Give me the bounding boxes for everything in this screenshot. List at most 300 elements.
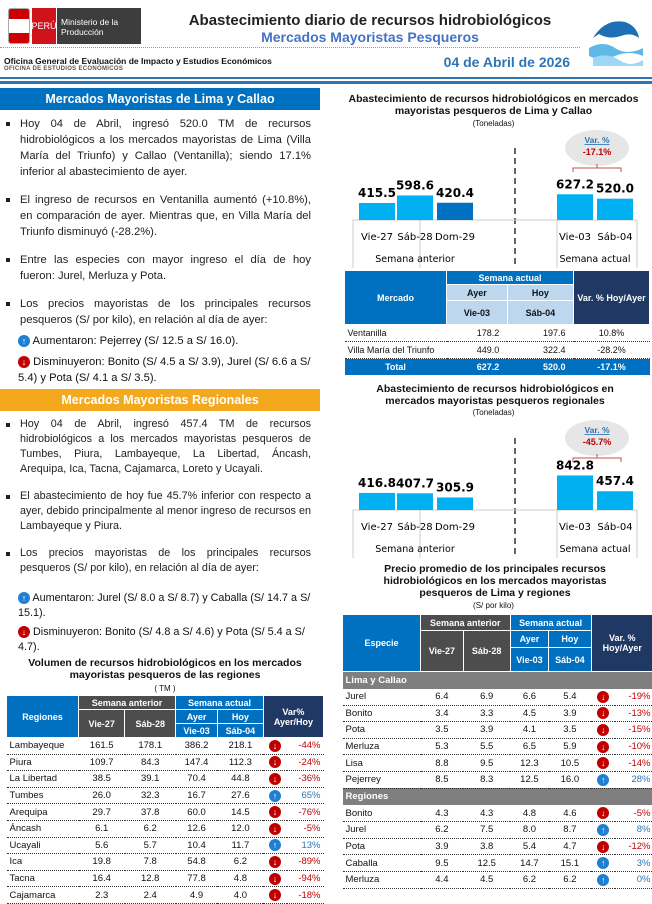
table-row (343, 805, 652, 822)
divider (0, 47, 580, 48)
arrow-down-icon: ↓ (597, 691, 609, 703)
cell-icon (263, 787, 286, 804)
cell-var: 8% (615, 822, 652, 839)
cell-value: 4.8 (510, 805, 549, 822)
data-label: 520.0 (596, 182, 634, 196)
table-row (343, 838, 652, 855)
cell-species: Pota (343, 722, 421, 739)
cell-species: Jurel (343, 689, 421, 706)
col-date: Vie-27 (421, 631, 464, 672)
table-row (345, 325, 650, 342)
cell-value: 44.8 (217, 771, 263, 788)
cell-value: 218.1 (217, 738, 263, 755)
cell-value: 8.3 (463, 771, 510, 788)
arrow-down-icon: ↓ (269, 806, 281, 818)
cell-var: -13% (615, 705, 652, 722)
cell-var: -36% (287, 771, 324, 788)
page-subtitle: Mercados Mayoristas Pesqueros (150, 29, 590, 45)
col-ayer: Ayer (510, 631, 549, 648)
total-row (345, 359, 650, 375)
bar (597, 491, 633, 510)
col-var: Var% Ayer/Hoy (263, 696, 323, 738)
cell-value: 4.3 (463, 805, 510, 822)
office-subname: OFICINA DE ESTUDIOS ECONÓMICOS (4, 66, 123, 72)
cell-var: -94% (287, 870, 324, 887)
bar (437, 203, 473, 220)
cell-value: 5.7 (125, 837, 176, 854)
cell-species: Merluza (343, 871, 421, 888)
table-row (345, 342, 650, 359)
divider (0, 81, 652, 84)
table-row (7, 820, 324, 837)
cell-value: 11.7 (217, 837, 263, 854)
data-label: 416.8 (358, 476, 396, 490)
col-date: Sáb-04 (549, 648, 591, 672)
var-value: -17.1% (583, 147, 612, 157)
cell-value: 386.2 (176, 738, 218, 755)
chart2-unit: (Toneladas) (335, 408, 652, 417)
lima-supply-chart (335, 128, 652, 268)
bullet: Los precios mayoristas de los principales recursos pesqueros (S/ por kilo), en relación al día de ayer: (6, 296, 311, 328)
cell-value: 3.5 (549, 722, 591, 739)
cell-value: 54.8 (176, 854, 218, 871)
col-cur-week: Semana actual (176, 696, 264, 710)
cell-var: -24% (287, 754, 324, 771)
cell-value: 3.8 (463, 838, 510, 855)
cell-value: 26.0 (79, 787, 125, 804)
arrow-down-icon: ↓ (269, 889, 281, 901)
cell-value: 449.0 (447, 342, 508, 359)
arrow-up-icon: ↑ (18, 335, 30, 347)
peru-coat-of-arms-logo (8, 8, 30, 44)
cell-value: 4.7 (549, 838, 591, 855)
bullet: Hoy 04 de Abril, ingresó 520.0 TM de recursos hidrobiológicos a los mercados mayoristas de Lima (Villa María del Triunfo) y Callao (Ventanilla); siendo 17.1% inferior al abastecimiento de ayer. (6, 116, 311, 180)
table-row (7, 804, 324, 821)
cell-value: 3.4 (421, 705, 464, 722)
cell-value: 8.0 (510, 822, 549, 839)
cell-var: 13% (287, 837, 324, 854)
cell-value: 4.8 (217, 870, 263, 887)
cell-value: 60.0 (176, 804, 218, 821)
col-cur-week: Semana actual (447, 271, 574, 285)
cell-value: 3.5 (421, 722, 464, 739)
var-value: -45.7% (583, 437, 612, 447)
var-label: Var. % (584, 135, 609, 145)
cell-icon (591, 805, 615, 822)
cell-var: -44% (287, 738, 324, 755)
cell-value: 112.3 (217, 754, 263, 771)
lima-price-up (18, 333, 318, 349)
cell-species: Merluza (343, 738, 421, 755)
cell-value: 6.2 (125, 820, 176, 837)
col-ayer: Ayer (447, 285, 508, 301)
cell-value: 6.1 (79, 820, 125, 837)
cell-value: 3.9 (421, 838, 464, 855)
group-row (343, 672, 652, 689)
arrow-down-icon: ↓ (269, 773, 281, 785)
peru-logo: PERÚ (32, 8, 56, 44)
bar (437, 497, 473, 510)
cell-value: 8.8 (421, 755, 464, 772)
cell-var: 28% (615, 771, 652, 788)
cell-value: 29.7 (79, 804, 125, 821)
arrow-down-icon: ↓ (18, 626, 30, 638)
col-prev-week: Semana anterior (79, 696, 176, 710)
cell-var: -18% (287, 887, 324, 904)
cell-value: 5.6 (79, 837, 125, 854)
cell-value: 4.1 (510, 722, 549, 739)
bullet: El ingreso de recursos en Ventanilla aumentó (+10.8%), en comparación de ayer. Mientras que, en Villa María del Triunfo disminuyó (-28.2%). (6, 192, 311, 240)
cell-market: Ventanilla (345, 325, 447, 342)
col-date: Sáb-28 (463, 631, 510, 672)
var-label: Var. % (584, 425, 609, 435)
cell-value: 2.3 (79, 887, 125, 904)
arrow-up-icon: ↑ (18, 592, 30, 604)
category-label: Sáb-28 (397, 231, 432, 243)
group-label: Regiones (343, 788, 652, 805)
col-date: Vie-03 (176, 724, 218, 738)
cell-species: Pejerrey (343, 771, 421, 788)
col-prev-week: Semana anterior (421, 615, 511, 631)
cell-var: -89% (287, 854, 324, 871)
group-label: Semana actual (559, 254, 630, 265)
cell-var: 3% (615, 855, 652, 872)
cell-species: Caballa (343, 855, 421, 872)
cell-market: Villa María del Triunfo (345, 342, 447, 359)
cell-value: 8.5 (421, 771, 464, 788)
arrow-down-icon: ↓ (269, 756, 281, 768)
cell-value: 6.5 (510, 738, 549, 755)
data-label: 305.9 (436, 480, 474, 494)
cell-icon (591, 722, 615, 739)
cell-value: 12.0 (217, 820, 263, 837)
price-table (342, 614, 652, 889)
chart1-unit: (Toneladas) (335, 119, 652, 128)
col-hoy: Hoy (549, 631, 591, 648)
col-date: Vie-27 (79, 710, 125, 738)
col-hoy: Hoy (217, 710, 263, 724)
cell-value: 3.9 (463, 722, 510, 739)
cell-value: 38.5 (79, 771, 125, 788)
cell-value: 77.8 (176, 870, 218, 887)
price-down-text: Disminuyeron: Bonito (S/ 4.8 a S/ 4.6) y Pota (S/ 5.4 a S/ 4.7). (18, 626, 305, 653)
col-date: Sáb-04 (507, 301, 573, 325)
table-row (343, 705, 652, 722)
table-row (343, 871, 652, 888)
cell-value: 5.4 (510, 838, 549, 855)
bar (359, 493, 395, 510)
price-table-unit: (S/ por kilo) (335, 601, 652, 610)
bar (397, 493, 433, 510)
cell-region: Áncash (7, 820, 79, 837)
cell-value: 6.2 (421, 822, 464, 839)
cell-value: 16.0 (549, 771, 591, 788)
table-row (343, 822, 652, 839)
cell-value: 4.0 (217, 887, 263, 904)
table-row (7, 738, 324, 755)
cell-region: La Libertad (7, 771, 79, 788)
cell-value: 39.1 (125, 771, 176, 788)
cell-value: 178.2 (447, 325, 508, 342)
col-cur-week: Semana actual (510, 615, 591, 631)
cell-icon (591, 771, 615, 788)
cell-var: -76% (287, 804, 324, 821)
cell-value: 12.3 (510, 755, 549, 772)
regional-section-heading: Mercados Mayoristas Regionales (0, 389, 320, 411)
col-species: Especie (343, 615, 421, 672)
cell-value: 7.5 (463, 822, 510, 839)
cell-region: Piura (7, 754, 79, 771)
arrow-down-icon: ↓ (597, 757, 609, 769)
region-table-title: Volumen de recursos hidrobiológicos en los mercados mayoristas pesqueros de las regiones (20, 657, 310, 681)
cell-region: Ucayali (7, 837, 79, 854)
bullet: Entre las especies con mayor ingreso el día de hoy fueron: Jurel, Merluza y Pota. (6, 252, 311, 284)
cell-region: Ica (7, 854, 79, 871)
arrow-down-icon: ↓ (269, 873, 281, 885)
arrow-down-icon: ↓ (269, 740, 281, 752)
cell-value: 6.9 (463, 689, 510, 706)
cell-species: Pota (343, 838, 421, 855)
col-date: Vie-03 (447, 301, 508, 325)
chart1-title: Abastecimiento de recursos hidrobiológicos en mercados mayoristas pesqueros de Lima y Callao (335, 93, 652, 117)
lima-bullets (6, 116, 311, 340)
cell-value: 322.4 (507, 342, 573, 359)
col-market: Mercado (345, 271, 447, 325)
arrow-up-icon: ↑ (597, 774, 609, 786)
cell-icon (591, 689, 615, 706)
cell-var: -10% (615, 738, 652, 755)
cell-var: 0% (615, 871, 652, 888)
cell-value: 84.3 (125, 754, 176, 771)
bar (557, 475, 593, 510)
cell-region: Tacna (7, 870, 79, 887)
cell-region: Arequipa (7, 804, 79, 821)
data-label: 627.2 (556, 177, 594, 191)
cell-icon (591, 838, 615, 855)
col-date: Sáb-04 (217, 724, 263, 738)
data-label: 420.4 (436, 186, 474, 200)
page-title: Abastecimiento diario de recursos hidrobiológicos (150, 12, 590, 29)
fish-logo-icon (585, 8, 645, 68)
table-row (343, 722, 652, 739)
lima-section-heading: Mercados Mayoristas de Lima y Callao (0, 88, 320, 110)
lima-price-down (18, 354, 318, 386)
cell-region: Cajamarca (7, 887, 79, 904)
cell-value: 70.4 (176, 771, 218, 788)
table-row (343, 771, 652, 788)
cell-icon (591, 871, 615, 888)
table-row (7, 870, 324, 887)
total-cell: 627.2 (447, 359, 508, 375)
cell-value: 12.5 (510, 771, 549, 788)
group-label: Lima y Callao (343, 672, 652, 689)
arrow-down-icon: ↓ (597, 724, 609, 736)
cell-value: 9.5 (421, 855, 464, 872)
cell-value: 12.5 (463, 855, 510, 872)
col-hoy: Hoy (507, 285, 573, 301)
cell-icon (591, 705, 615, 722)
arrow-down-icon: ↓ (18, 356, 30, 368)
bullet: El abastecimiento de hoy fue 45.7% inferior con respecto a ayer, debido principalmente al menor ingreso de recursos en Lambayeque y Piura. (6, 489, 311, 534)
bar (397, 195, 433, 220)
group-label: Semana anterior (375, 544, 455, 555)
data-label: 457.4 (596, 474, 634, 488)
cell-value: 4.6 (549, 805, 591, 822)
cell-value: 19.8 (79, 854, 125, 871)
arrow-up-icon: ↑ (269, 839, 281, 851)
table-row (343, 755, 652, 772)
data-label: 407.7 (396, 476, 434, 490)
category-label: Vie-27 (361, 232, 393, 243)
cell-value: 5.5 (463, 738, 510, 755)
cell-value: 4.4 (421, 871, 464, 888)
category-label: Dom-29 (435, 522, 475, 533)
total-cell: 520.0 (507, 359, 573, 375)
cell-value: 6.6 (510, 689, 549, 706)
cell-value: 10.5 (549, 755, 591, 772)
cell-value: 178.1 (125, 738, 176, 755)
table-row (7, 787, 324, 804)
cell-value: 32.3 (125, 787, 176, 804)
table-row (7, 754, 324, 771)
cell-value: 5.3 (421, 738, 464, 755)
regional-price-up (18, 591, 318, 621)
category-label: Sáb-04 (597, 231, 632, 243)
cell-value: 10.8% (574, 325, 650, 342)
category-label: Vie-03 (559, 522, 591, 533)
cell-var: -5% (287, 820, 324, 837)
arrow-down-icon: ↓ (597, 741, 609, 753)
region-volume-table (6, 695, 324, 904)
arrow-down-icon: ↓ (597, 841, 609, 853)
cell-value: 15.1 (549, 855, 591, 872)
cell-icon (263, 738, 286, 755)
category-label: Sáb-28 (397, 521, 432, 533)
cell-value: 3.3 (463, 705, 510, 722)
price-table-title: Precio promedio de los principales recursos hidrobiológicos en los mercados mayoristas pesqueros de Lima y regiones (360, 563, 630, 599)
cell-value: 14.5 (217, 804, 263, 821)
cell-icon (263, 771, 286, 788)
arrow-up-icon: ↑ (597, 857, 609, 869)
category-label: Vie-27 (361, 522, 393, 533)
cell-value: 10.4 (176, 837, 218, 854)
cell-icon (591, 738, 615, 755)
cell-value: 4.3 (421, 805, 464, 822)
cell-var: -15% (615, 722, 652, 739)
cell-value: 16.4 (79, 870, 125, 887)
cell-value: 109.7 (79, 754, 125, 771)
bar (557, 194, 593, 220)
cell-value: 6.2 (549, 871, 591, 888)
cell-value: 147.4 (176, 754, 218, 771)
cell-value: 5.9 (549, 738, 591, 755)
ministry-logo: Ministerio de la Producción (57, 8, 141, 44)
cell-icon (263, 887, 286, 904)
col-var: Var. % Hoy/Ayer (574, 271, 650, 325)
category-label: Dom-29 (435, 232, 475, 243)
cell-value: 2.4 (125, 887, 176, 904)
cell-value: 4.9 (176, 887, 218, 904)
col-var: Var. % Hoy/Ayer (591, 615, 652, 672)
chart2-title: Abastecimiento de recursos hidrobiológicos en mercados mayoristas pesqueros regionales (360, 383, 630, 407)
data-label: 598.6 (396, 178, 434, 192)
cell-icon (263, 854, 286, 871)
arrow-down-icon: ↓ (269, 823, 281, 835)
cell-value: 6.2 (217, 854, 263, 871)
cell-icon (263, 820, 286, 837)
cell-value: 4.5 (510, 705, 549, 722)
table-row (343, 855, 652, 872)
bullet: Hoy 04 de Abril, ingresó 457.4 TM de recursos hidrobiológicos a los mercados mayoristas pesqueros de Tumbes, Piura, Lambayeque, La Libertad, Áncash, Arequipa, Ica, Tacna, Cajamarca, Loreto y Ucayali. (6, 417, 311, 477)
table-row (7, 771, 324, 788)
cell-var: -5% (615, 805, 652, 822)
table-row (343, 689, 652, 706)
cell-icon (591, 822, 615, 839)
cell-species: Lisa (343, 755, 421, 772)
bar (359, 203, 395, 220)
data-label: 842.8 (556, 458, 594, 472)
regional-bullets (6, 417, 311, 588)
table-row (7, 887, 324, 904)
cell-icon (263, 804, 286, 821)
regional-price-down (18, 625, 318, 655)
cell-species: Bonito (343, 805, 421, 822)
data-label: 415.5 (358, 186, 396, 200)
group-label: Semana actual (559, 544, 630, 555)
cell-value: 161.5 (79, 738, 125, 755)
cell-value: 4.5 (463, 871, 510, 888)
table-row (343, 738, 652, 755)
arrow-up-icon: ↑ (597, 824, 609, 836)
col-date: Vie-03 (510, 648, 549, 672)
col-region: Regiones (7, 696, 79, 738)
table-row (7, 837, 324, 854)
cell-var: -14% (615, 755, 652, 772)
bullet: Los precios mayoristas de los principales recursos pesqueros (S/ por kilo), en relación al día de ayer: (6, 546, 311, 576)
cell-region: Tumbes (7, 787, 79, 804)
col-date: Sáb-28 (125, 710, 176, 738)
cell-icon (591, 855, 615, 872)
divider (0, 77, 652, 79)
price-down-text: Disminuyeron: Bonito (S/ 4.5 a S/ 3.9), Jurel (S/ 6.6 a S/ 5.4) y Pota (S/ 4.1 a S/ 3.5). (18, 356, 310, 384)
price-up-text: Aumentaron: Pejerrey (S/ 12.5 a S/ 16.0). (33, 335, 239, 347)
cell-icon (591, 755, 615, 772)
cell-species: Jurel (343, 822, 421, 839)
price-up-text: Aumentaron: Jurel (S/ 8.0 a S/ 8.7) y Caballa (S/ 14.7 a S/ 15.1). (18, 592, 310, 619)
report-date: 04 de Abril de 2026 (420, 54, 570, 70)
cell-icon (263, 754, 286, 771)
cell-icon (263, 870, 286, 887)
bar (597, 199, 633, 220)
cell-value: 16.7 (176, 787, 218, 804)
total-cell: Total (345, 359, 447, 375)
cell-region: Lambayeque (7, 738, 79, 755)
cell-var: -12% (615, 838, 652, 855)
cell-icon (263, 837, 286, 854)
arrow-down-icon: ↓ (269, 856, 281, 868)
cell-var: -19% (615, 689, 652, 706)
regional-supply-chart (335, 418, 652, 560)
cell-value: 6.4 (421, 689, 464, 706)
var-bracket (573, 164, 621, 172)
arrow-up-icon: ↑ (597, 874, 609, 886)
table-row (7, 854, 324, 871)
category-label: Sáb-04 (597, 521, 632, 533)
arrow-up-icon: ↑ (269, 790, 281, 802)
cell-value: 14.7 (510, 855, 549, 872)
cell-value: 197.6 (507, 325, 573, 342)
office-name: Oficina General de Evaluación de Impacto y Estudios Económicos (4, 56, 272, 66)
